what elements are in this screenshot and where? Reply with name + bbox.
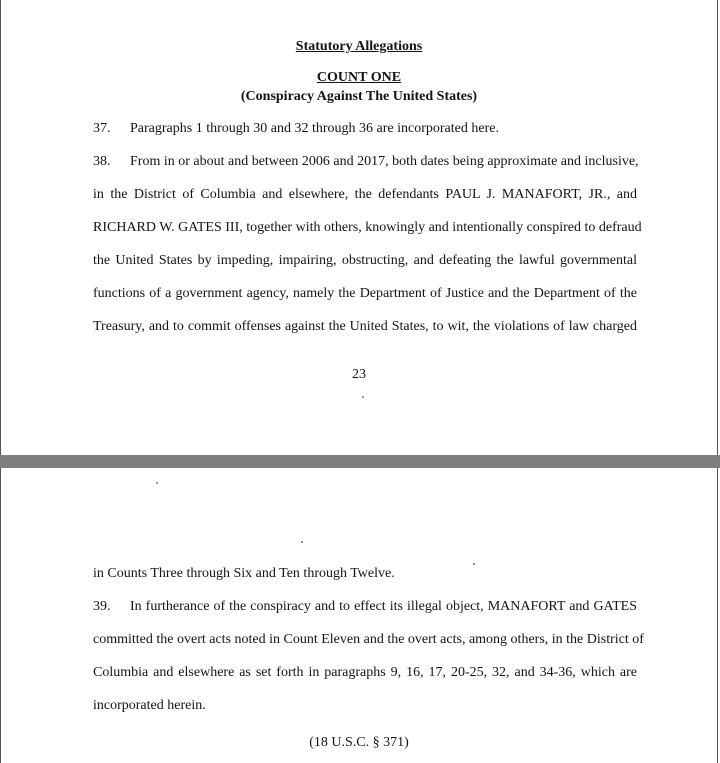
- paragraph-line: [93, 599, 637, 615]
- count-subtitle: (Conspiracy Against The United States): [240, 89, 478, 104]
- paragraph-line: RICHARD W. GATES III, together with others, knowingly and intentionally conspired to defraud: [93, 220, 642, 235]
- paragraph-line: functions of a government agency, namely the Department of Justice and the Department of the: [93, 286, 637, 301]
- paragraph-line: Treasury, and to commit offenses against the United States, to wit, the violations of law charged: [93, 319, 637, 334]
- paragraph-number: 38.: [93, 154, 111, 169]
- paragraph-line: the United States by impeding, impairing, obstructing, and defeating the lawful governmental: [93, 253, 637, 268]
- paragraph-text: In furtherance of the conspiracy and to effect its illegal object, MANAFORT and GATES: [130, 599, 637, 614]
- paragraph-text: From in or about and between 2006 and 2017, both dates being approximate and inclusive,: [130, 154, 639, 169]
- scan-speck: [473, 563, 475, 565]
- statute-citation: (18 U.S.C. § 371): [309, 735, 409, 750]
- scan-speck: [301, 541, 303, 543]
- continuation-line: in Counts Three through Six and Ten through Twelve.: [93, 566, 395, 581]
- paragraph-line: incorporated herein.: [93, 698, 206, 713]
- document-page-24: [0, 468, 718, 763]
- paragraph-line: in the District of Columbia and elsewhere, the defendants PAUL J. MANAFORT, JR., and: [93, 187, 637, 202]
- scan-speck: [156, 482, 158, 484]
- paragraph-line: [93, 154, 637, 170]
- page-separator: [0, 455, 720, 468]
- section-heading: Statutory Allegations: [295, 39, 423, 54]
- page-number: 23: [352, 367, 366, 382]
- paragraph-37: [93, 121, 499, 137]
- paragraph-text: Paragraphs 1 through 30 and 32 through 36 are incorporated here.: [130, 121, 499, 136]
- paragraph-number: 39.: [93, 599, 111, 614]
- scan-speck: [362, 396, 364, 398]
- paragraph-number: 37.: [93, 121, 111, 136]
- paragraph-line: committed the overt acts noted in Count Eleven and the overt acts, among others, in the District of: [93, 632, 644, 647]
- paragraph-line: Columbia and elsewhere as set forth in paragraphs 9, 16, 17, 20-25, 32, and 34-36, which are: [93, 665, 637, 680]
- count-title: COUNT ONE: [316, 70, 402, 85]
